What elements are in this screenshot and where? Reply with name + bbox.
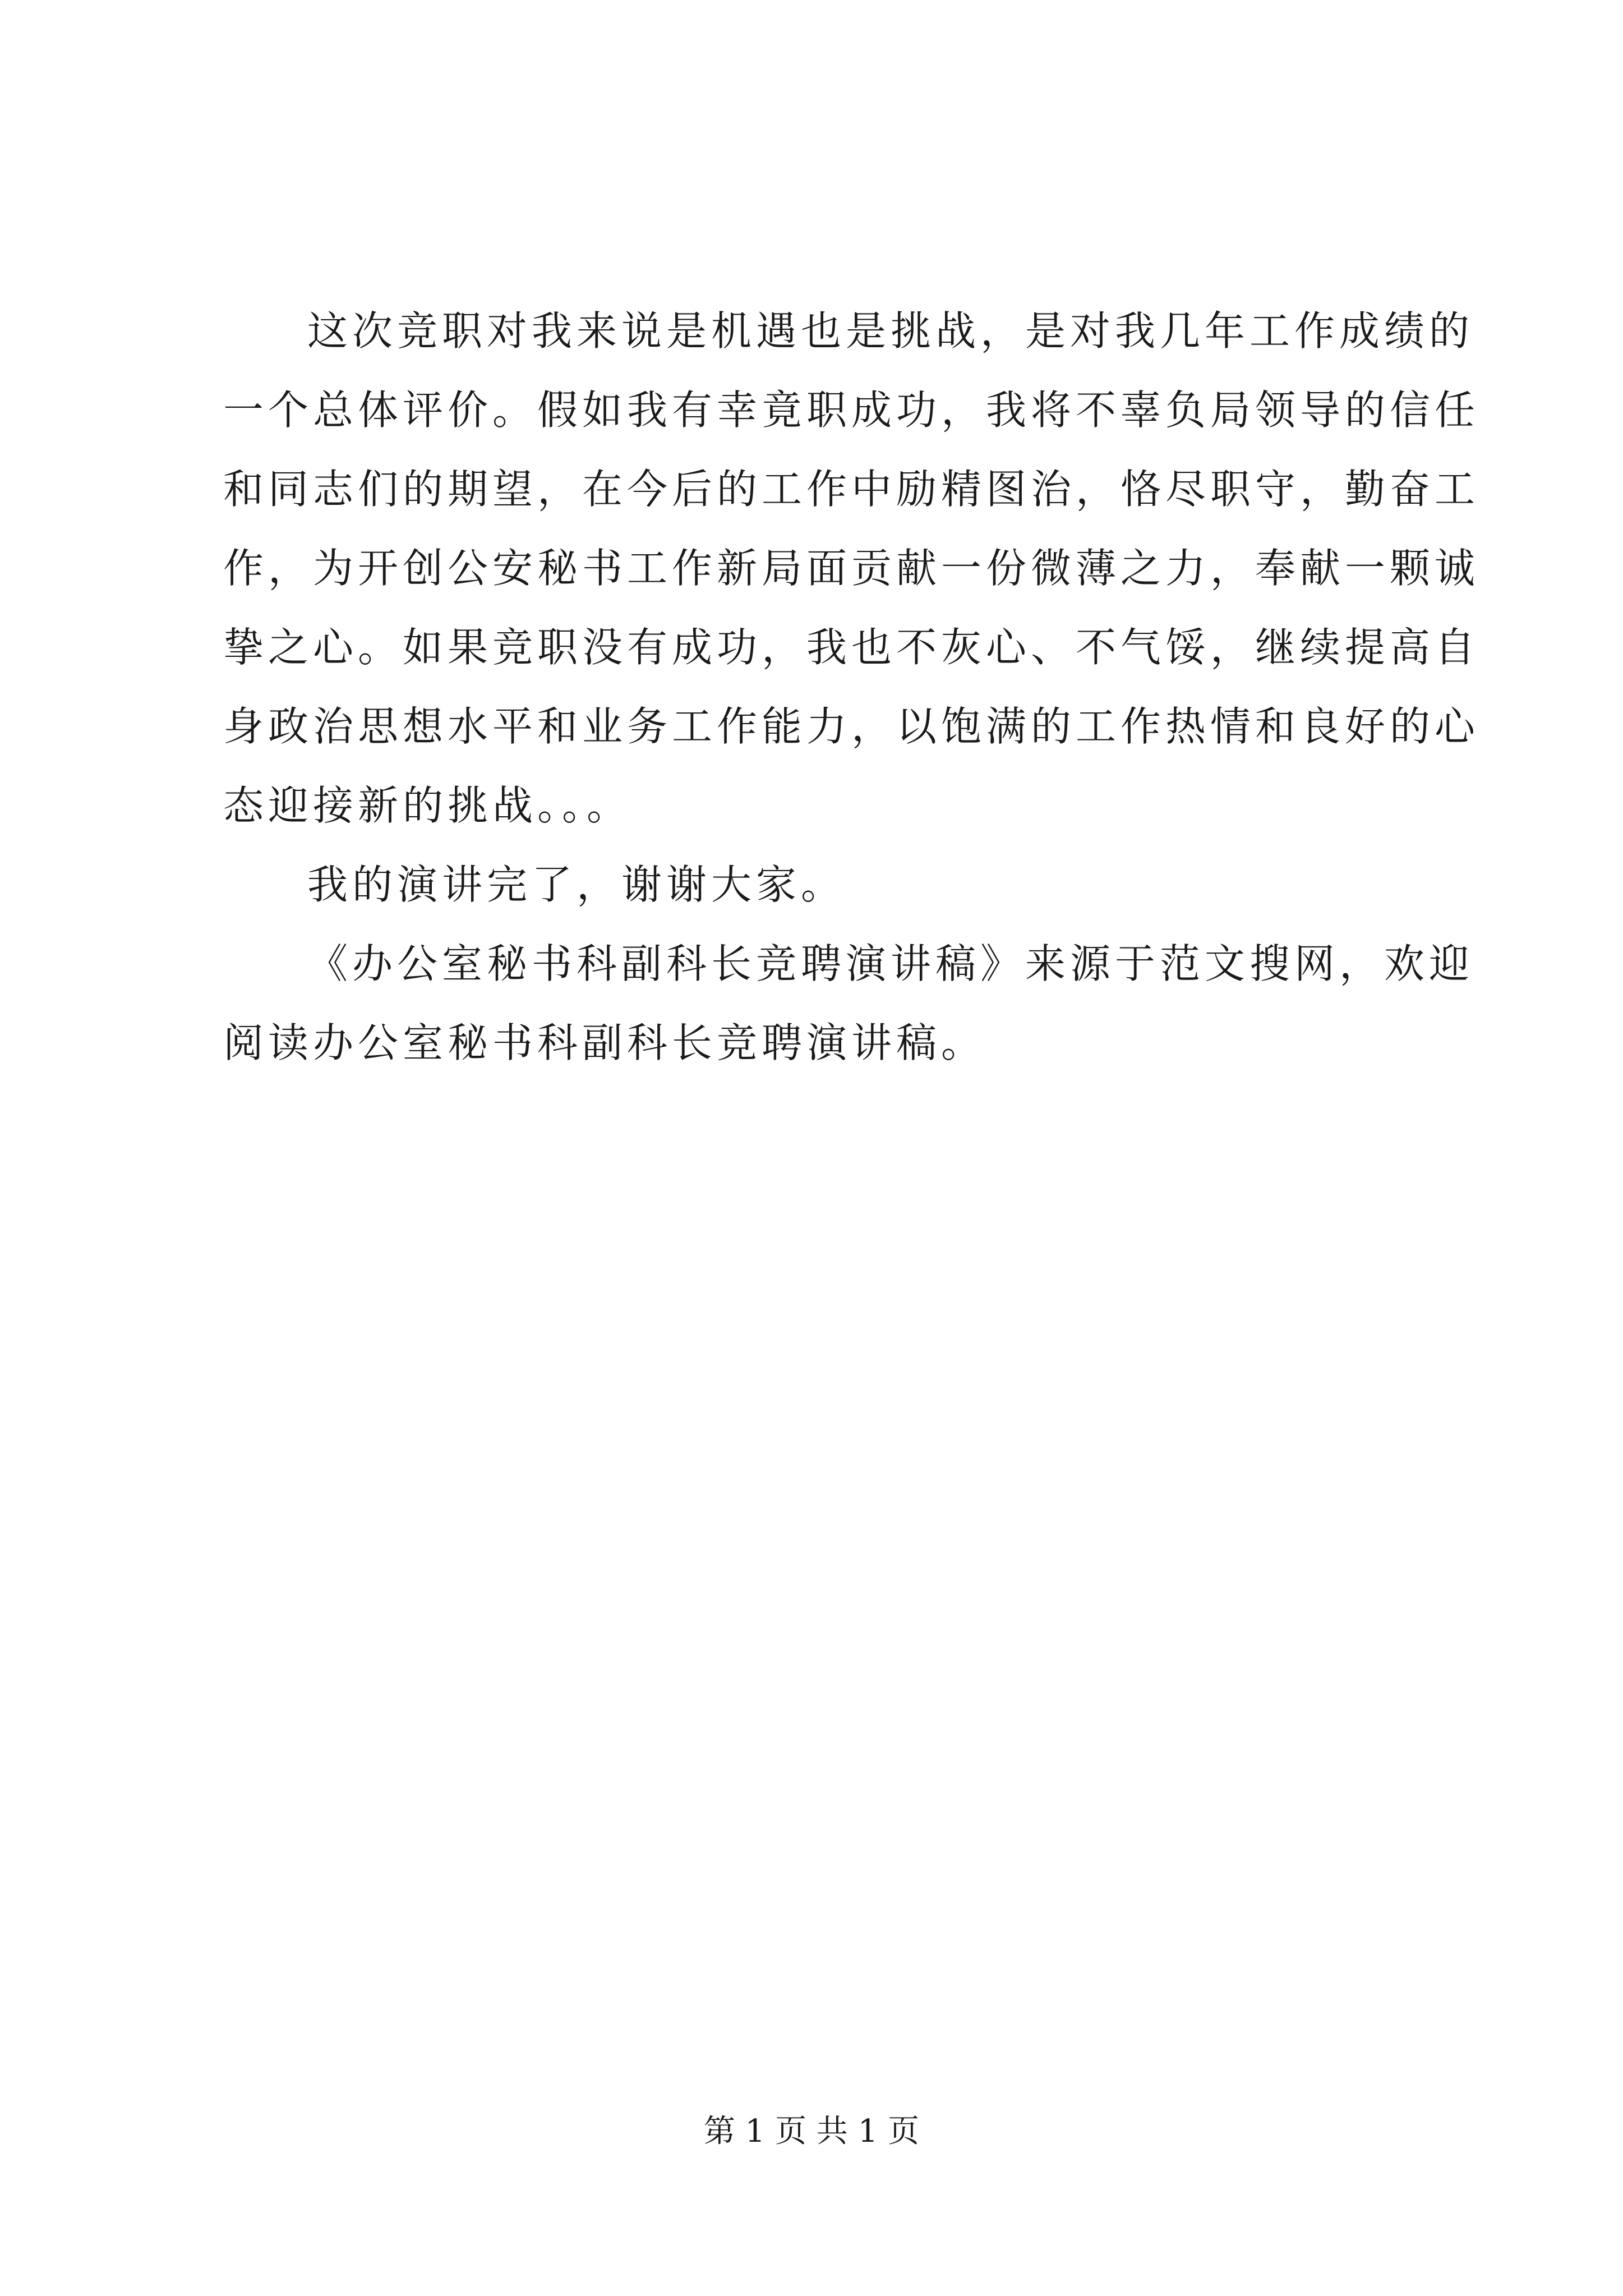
page-footer: 第 1 页 共 1 页 xyxy=(703,2113,920,2150)
text-line: 这次竞职对我来说是机遇也是挑战，是对我几年工作成绩的 xyxy=(307,307,1474,355)
text-line: 《办公室秘书科副科长竞聘演讲稿》来源于范文搜网，欢迎 xyxy=(307,940,1474,987)
text-line: 和同志们的期望，在今后的工作中励精图治，恪尽职守，勤奋工 xyxy=(223,466,1480,513)
text-line: 身政治思想水平和业务工作能力，以饱满的工作热情和良好的心 xyxy=(223,703,1480,750)
text-line: 一个总体评价。假如我有幸竟职成功，我将不辜负局领导的信任 xyxy=(223,386,1480,434)
paragraph-3 xyxy=(223,924,1474,1083)
text-line: 作，为开创公安秘书工作新局面贡献一份微薄之力，奉献一颗诚 xyxy=(223,545,1480,592)
text-line: 阅读办公室秘书科副科长竞聘演讲稿。 xyxy=(223,1019,986,1066)
paragraph-2 xyxy=(223,845,1429,924)
text-line: 挚之心。如果竞职没有成功，我也不灰心、不气馁，继续提高自 xyxy=(223,624,1480,671)
text-line: 我的演讲完了，谢谢大家。 xyxy=(307,861,846,908)
paragraph-1 xyxy=(223,292,1480,845)
document-body xyxy=(223,292,1480,1083)
text-line: 态迎接新的挑战。。。 xyxy=(223,782,632,829)
